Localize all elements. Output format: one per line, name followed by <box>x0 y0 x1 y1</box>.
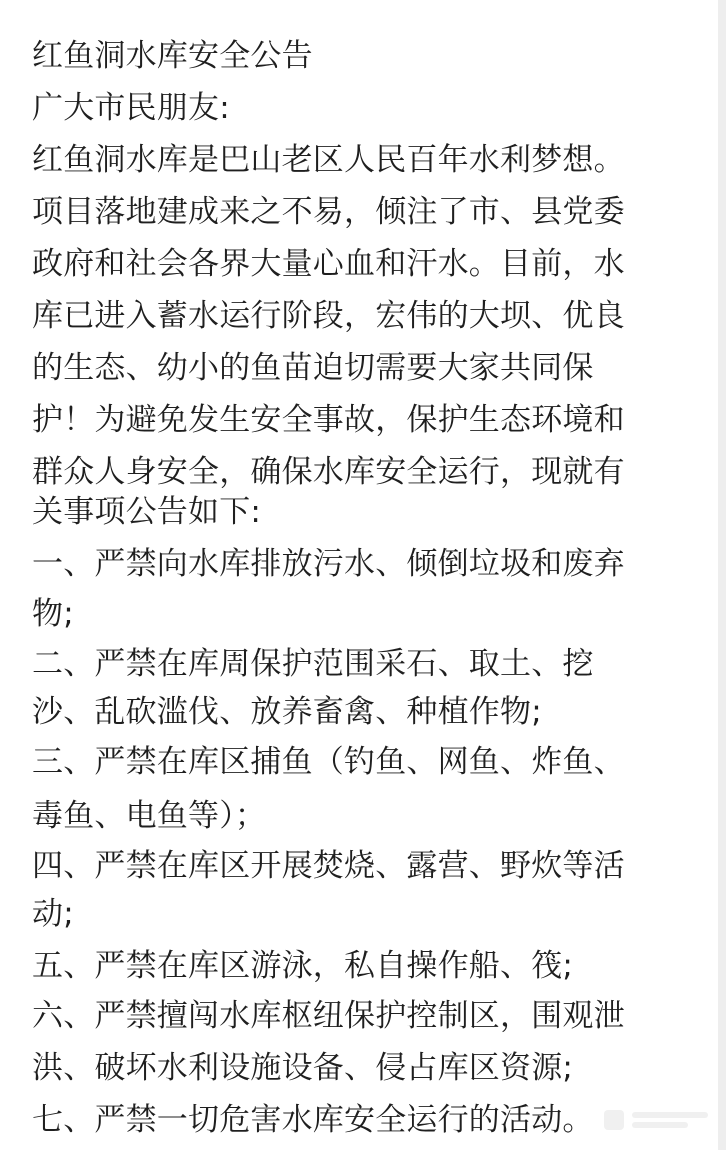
body-line: 政府和社会各界大量心血和汗水。目前，水 <box>32 246 625 282</box>
body-line: 红鱼洞水库是巴山老区人民百年水利梦想。 <box>32 142 625 178</box>
rule-line: 沙、乱砍滥伐、放养畜禽、种植作物; <box>32 694 542 730</box>
body-line: 库已进入蓄水运行阶段，宏伟的大坝、优良 <box>32 298 625 334</box>
rule-line: 四、严禁在库区开展焚烧、露营、野炊等活 <box>32 848 625 884</box>
rule-line: 毒鱼、电鱼等）； <box>32 798 267 834</box>
rule-line: 一、严禁向水库排放污水、倾倒垃圾和废弃 <box>32 546 625 582</box>
right-edge-strip <box>718 0 726 1150</box>
body-line: 的生态、幼小的鱼苗迫切需要大家共同保 <box>32 350 594 386</box>
rule-line: 六、严禁擅闯水库枢纽保护控制区，围观泄 <box>32 998 625 1034</box>
rule-line: 七、严禁一切危害水库安全运行的活动。 <box>32 1102 594 1138</box>
rule-line: 洪、破坏水利设施设备、侵占库区资源; <box>32 1050 574 1086</box>
notice-title: 红鱼洞水库安全公告 <box>32 38 313 74</box>
body-line: 群众人身安全，确保水库安全运行，现就有 <box>32 454 625 490</box>
body-line: 护！为避免发生安全事故，保护生态环境和 <box>32 402 625 438</box>
rule-line: 动; <box>32 896 74 932</box>
rule-line: 三、严禁在库区捕鱼（钓鱼、网鱼、炸鱼、 <box>32 744 625 780</box>
greeting-line: 广大市民朋友: <box>32 90 230 126</box>
body-line: 项目落地建成来之不易，倾注了市、县党委 <box>32 194 625 230</box>
rule-line: 二、严禁在库周保护范围采石、取土、挖 <box>32 646 594 682</box>
body-line: 关事项公告如下: <box>32 494 262 530</box>
watermark-logo <box>602 1104 712 1136</box>
rule-line: 物; <box>32 596 74 632</box>
rule-line: 五、严禁在库区游泳，私自操作船、筏; <box>32 948 574 984</box>
